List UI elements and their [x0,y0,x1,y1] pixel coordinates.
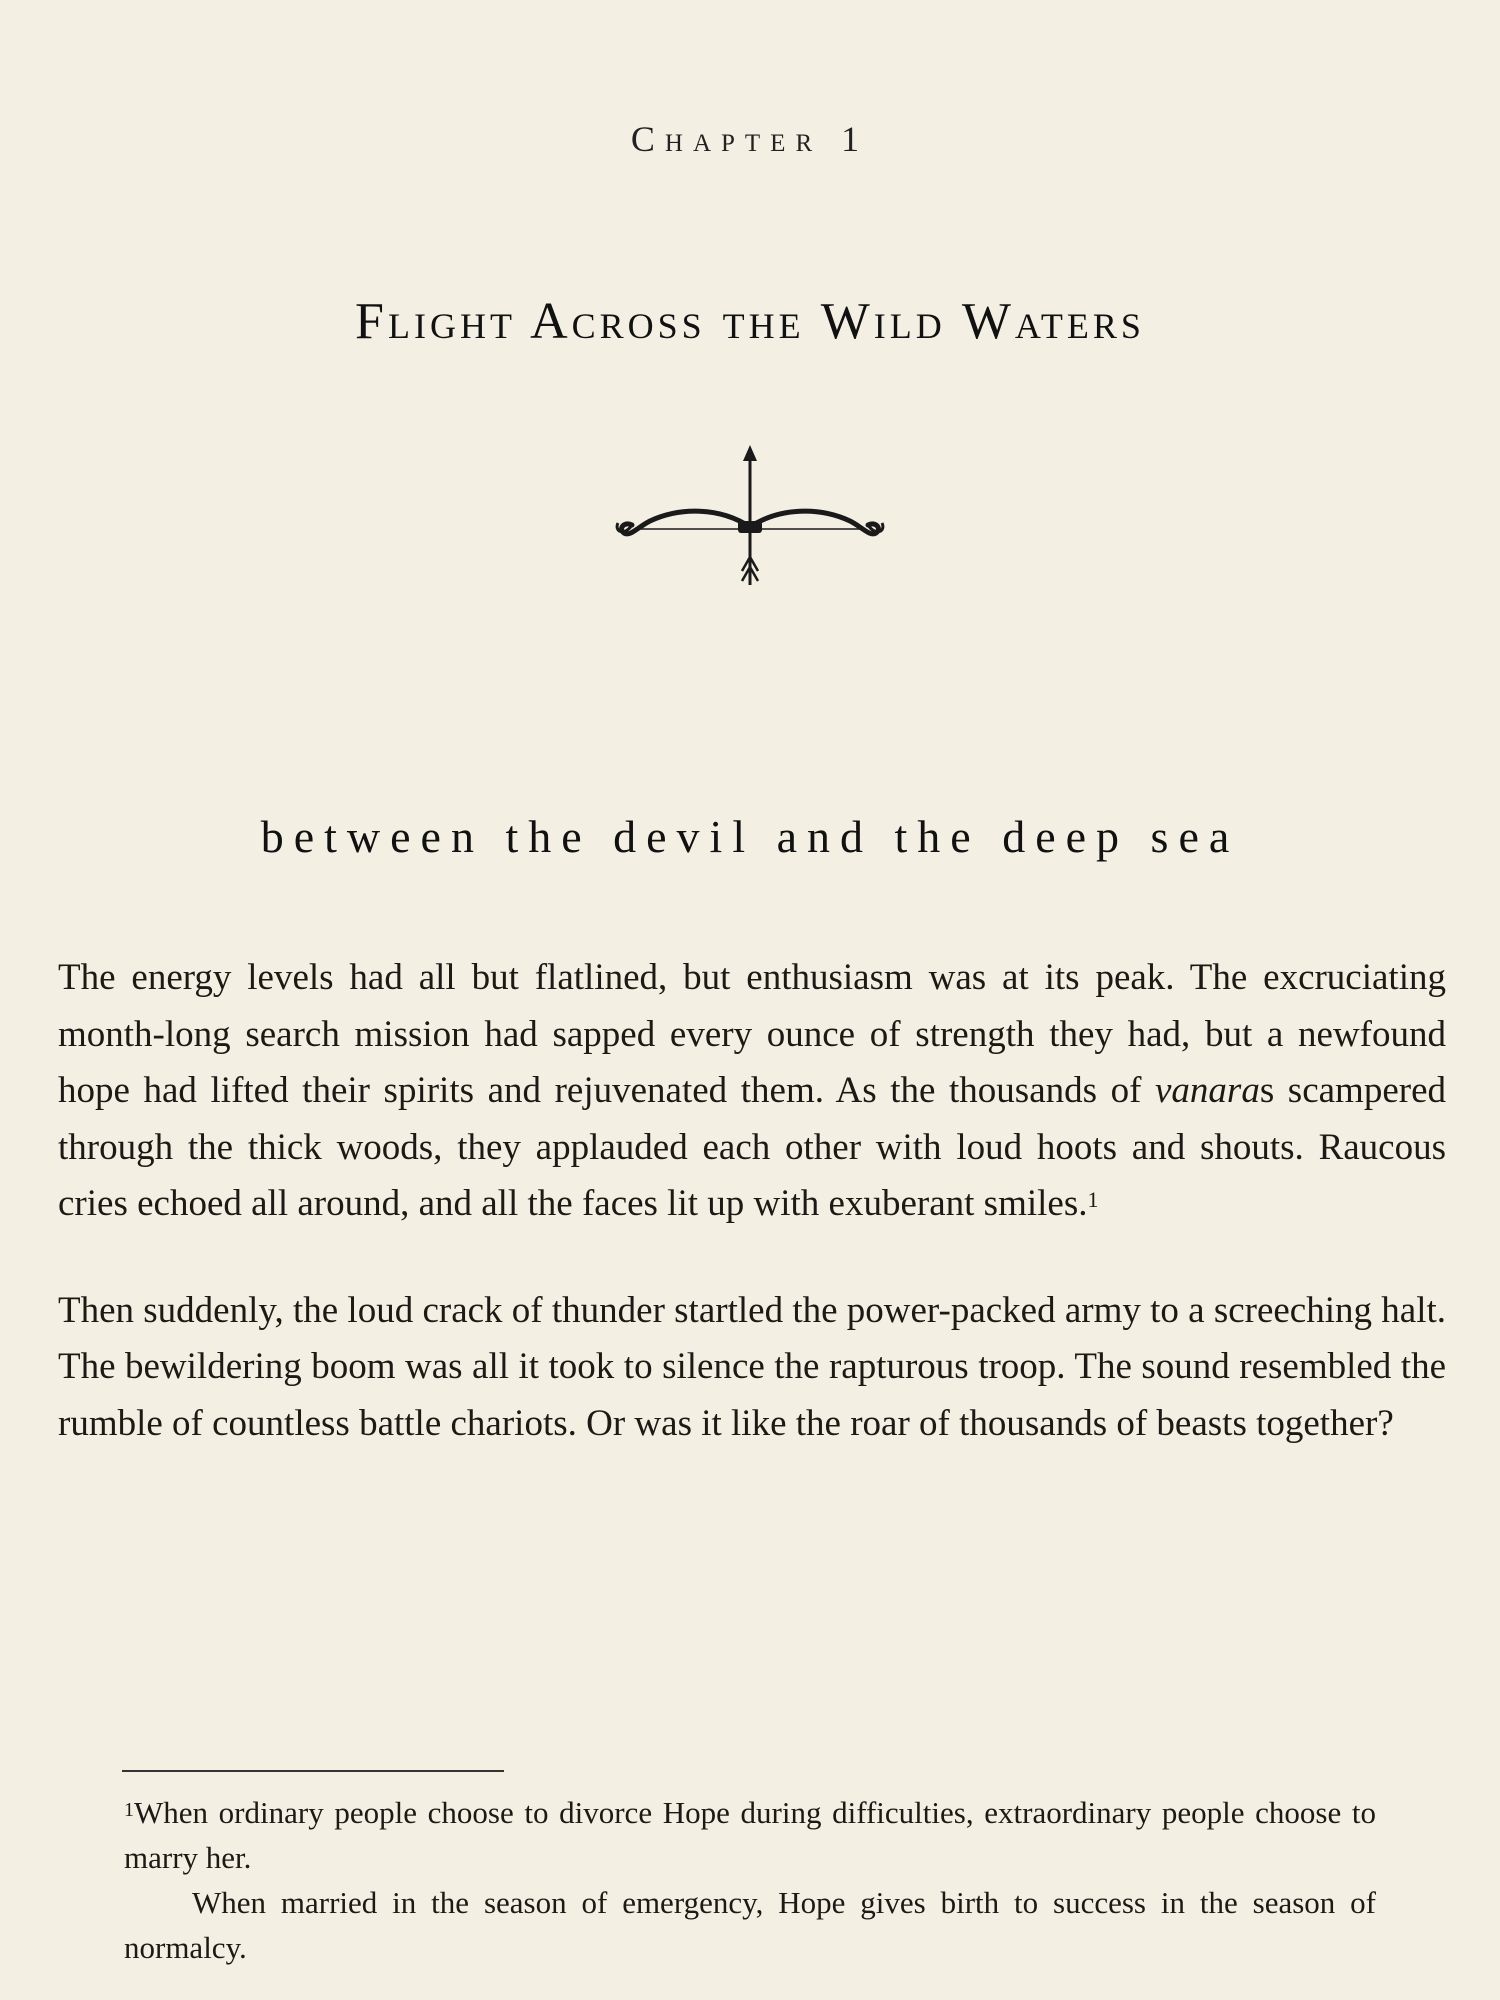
chapter-epigraph: between the devil and the deep sea [260,811,1240,862]
paragraph-text: The energy levels had all but flatlined, but enthusiasm was at its peak. The excruciating month-long search mission had sapped every ounce of strength they had, but a newfound hope had lifted their spirits and rejuvenated them. As the thousands of [58,957,1446,1111]
body-paragraph [58,950,1446,1233]
chapter-number: Chapter 1 [630,119,870,159]
italic-term: vanara [1155,1070,1260,1111]
footnote-line [124,1790,1376,1880]
body-paragraph: Then suddenly, the loud crack of thunder startled the power-packed army to a screeching halt. The bewildering boom was all it took to silence the rapturous troop. The sound resembled the rumble of countless battle chariots. Or was it like the roar of thousands of beasts together? [58,1289,1446,1444]
footnote-reference[interactable]: 1 [1087,1187,1099,1212]
footnote-divider [122,1770,504,1772]
footnotes [124,1790,1376,1970]
chapter-title: Flight Across the Wild Waters [355,293,1145,350]
bow-and-arrow-ornament-icon [610,445,890,595]
footnote-text: When ordinary people choose to divorce Hope during difficulties, extraordinary people choose to marry her. [124,1795,1376,1875]
chapter-body [58,950,1446,1502]
footnote-marker: 1 [124,1799,134,1821]
footnote-line: When married in the season of emergency, Hope gives birth to success in the season of normalcy. [124,1885,1376,1965]
paragraph-text: s scampered through the thick woods, they applauded each other with loud hoots and shouts. Raucous cries echoed all around, and all the faces lit up with exuberant smiles. [58,1070,1446,1224]
